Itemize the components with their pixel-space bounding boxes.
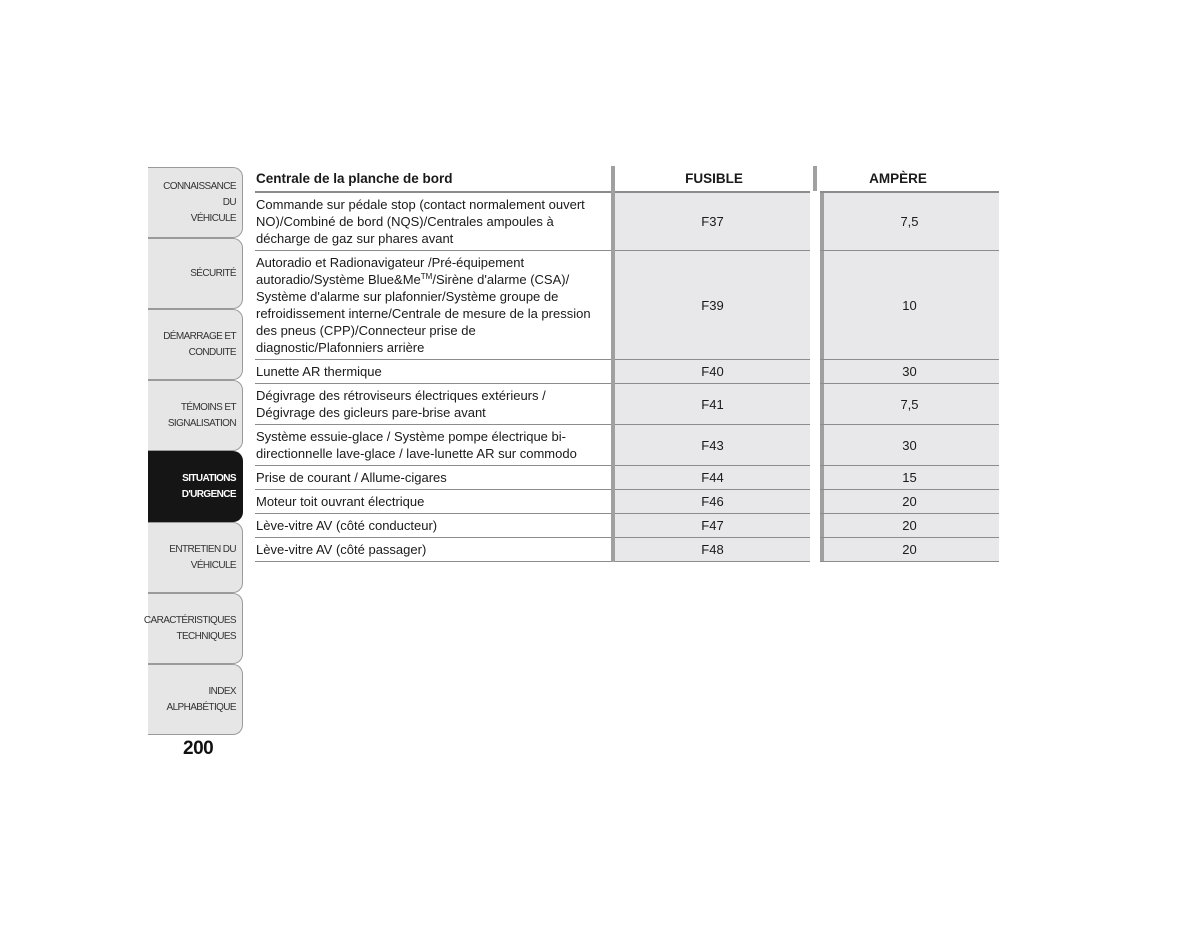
row-description: Prise de courant / Allume-cigares — [255, 466, 613, 490]
row-ampere: 30 — [815, 360, 999, 384]
column-header-description: Centrale de la planche de bord — [255, 166, 613, 192]
table-row — [255, 538, 999, 562]
row-description: Moteur toit ouvrant électrique — [255, 490, 613, 514]
table-row — [255, 490, 999, 514]
table-row — [255, 360, 999, 384]
fuse-table — [255, 166, 999, 562]
tab-index-alphabetique[interactable]: INDEX ALPHABÉTIQUE — [148, 664, 243, 735]
column-header-ampere: AMPÈRE — [815, 166, 999, 192]
row-fuse: F48 — [613, 538, 815, 562]
trademark-superscript: TM — [420, 272, 433, 281]
row-fuse: F46 — [613, 490, 815, 514]
row-fuse: F44 — [613, 466, 815, 490]
row-description — [255, 251, 613, 360]
tab-caracteristiques-techniques[interactable]: CARACTÉRISTIQUES TECHNIQUES — [148, 593, 243, 664]
table-row — [255, 425, 999, 466]
row-description-part: /Sirène d'alarme (CSA)/ Système d'alarme sur plafonnier/Système groupe de refroidissement interne/Centrale de mesure de la pression des pneus (CPP)/Connecteur prise de diagnostic/Plafonniers arrière — [256, 272, 591, 355]
tab-temoins-et-signalisation[interactable]: TÉMOINS ET SIGNALISATION — [148, 380, 243, 451]
tab-demarrage-et-conduite[interactable]: DÉMARRAGE ET CONDUITE — [148, 309, 243, 380]
chapter-tabs — [143, 167, 243, 735]
row-description: Lunette AR thermique — [255, 360, 613, 384]
row-fuse: F37 — [613, 192, 815, 251]
table-row — [255, 192, 999, 251]
row-ampere: 20 — [815, 490, 999, 514]
row-ampere: 10 — [815, 251, 999, 360]
row-ampere: 30 — [815, 425, 999, 466]
row-fuse: F41 — [613, 384, 815, 425]
row-description: Lève-vitre AV (côté conducteur) — [255, 514, 613, 538]
page-number: 200 — [183, 738, 214, 759]
table-row — [255, 466, 999, 490]
row-ampere: 7,5 — [815, 192, 999, 251]
tab-situations-d-urgence[interactable]: SITUATIONS D'URGENCE — [148, 451, 243, 522]
row-description: Système essuie-glace / Système pompe électrique bi-directionnelle lave-glace / lave-lunette AR sur commodo — [255, 425, 613, 466]
row-fuse: F40 — [613, 360, 815, 384]
row-fuse: F39 — [613, 251, 815, 360]
row-ampere: 7,5 — [815, 384, 999, 425]
row-description: Dégivrage des rétroviseurs électriques extérieurs / Dégivrage des gicleurs pare-brise avant — [255, 384, 613, 425]
tab-securite[interactable]: SÉCURITÉ — [148, 238, 243, 309]
row-ampere: 20 — [815, 514, 999, 538]
row-description-part: Autoradio et Radionavigateur /Pré-équipement autoradio/Système Blue&Me — [256, 255, 525, 287]
row-description: Lève-vitre AV (côté passager) — [255, 538, 613, 562]
tab-connaissance-du-vehicule[interactable]: CONNAISSANCE DU VÉHICULE — [148, 167, 243, 238]
column-header-fuse: FUSIBLE — [613, 166, 815, 192]
row-fuse: F43 — [613, 425, 815, 466]
row-ampere: 20 — [815, 538, 999, 562]
row-fuse: F47 — [613, 514, 815, 538]
row-description: Commande sur pédale stop (contact normalement ouvert NO)/Combiné de bord (NQS)/Centrales ampoules à décharge de gaz sur phares avant — [255, 192, 613, 251]
tab-entretien-du-vehicule[interactable]: ENTRETIEN DU VÉHICULE — [148, 522, 243, 593]
table-row — [255, 384, 999, 425]
table-row — [255, 514, 999, 538]
table-header-row — [255, 166, 999, 192]
row-ampere: 15 — [815, 466, 999, 490]
table-row — [255, 251, 999, 360]
